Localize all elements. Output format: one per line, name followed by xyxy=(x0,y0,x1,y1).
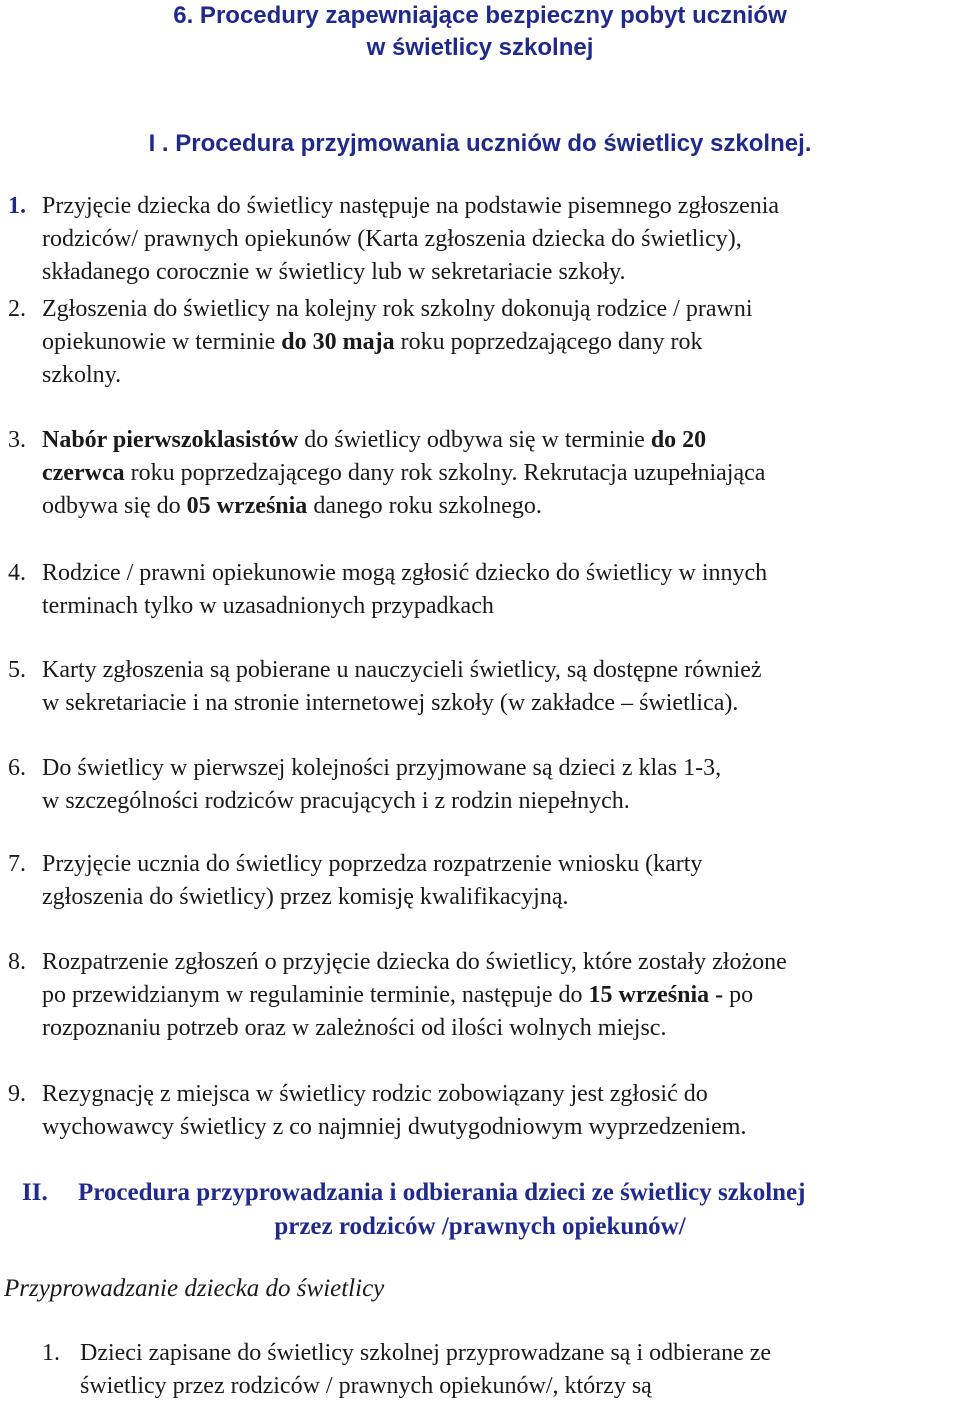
text-run: danego roku szkolnego. xyxy=(307,493,542,519)
section-1-heading: I . Procedura przyjmowania uczniów do świetlicy szkolnej. xyxy=(148,130,812,157)
item-line: rodziców/ prawnych opiekunów (Karta zgłoszenia dziecka do świetlicy), xyxy=(42,226,742,252)
item-text xyxy=(42,654,960,720)
item-line: zgłoszenia do świetlicy) przez komisję kwalifikacyjną. xyxy=(42,884,569,910)
item-line xyxy=(42,326,960,359)
item-number: 9. xyxy=(8,1081,26,1107)
item-line: wychowawcy świetlicy z co najmniej dwutygodniowym wyprzedzeniem. xyxy=(42,1114,747,1140)
deadline-bold: czerwca xyxy=(42,460,125,486)
item-line: terminach tylko w uzasadnionych przypadkach xyxy=(42,593,494,619)
item-text xyxy=(80,1337,960,1403)
item-line: w szczególności rodziców pracujących i z rodzin niepełnych. xyxy=(42,788,630,814)
item-text xyxy=(42,848,960,914)
subheading: Przyprowadzanie dziecka do świetlicy xyxy=(4,1275,385,1302)
item-line: Rodzice / prawni opiekunowie mogą zgłosić dziecko do świetlicy w innych xyxy=(42,560,768,586)
item-line: Rozpatrzenie zgłoszeń o przyjęcie dziecka do świetlicy, które zostały złożone xyxy=(42,949,787,975)
item-line: Do świetlicy w pierwszej kolejności przyjmowane są dzieci z klas 1-3, xyxy=(42,755,722,781)
item-line: szkolny. xyxy=(42,362,122,388)
item-line xyxy=(42,490,960,523)
item-line: Karty zgłoszenia są pobierane u nauczycieli świetlicy, są dostępne również xyxy=(42,657,762,683)
deadline-bold: do 30 maja xyxy=(281,329,395,355)
item-line: Przyjęcie dziecka do świetlicy następuje na podstawie pisemnego zgłoszenia xyxy=(42,193,780,219)
item-line-text: składanego corocznie w świetlicy lub w sekretariacie szkoły. xyxy=(42,259,626,285)
text-run: po przewidzianym w regulaminie terminie, następuje do xyxy=(42,982,589,1008)
text-run: po xyxy=(729,982,754,1008)
section-2-line-2: przez rodziców /prawnych opiekunów/ xyxy=(274,1213,686,1240)
section-2-line-1: Procedura przyprowadzania i odbierania dzieci ze świetlicy szkolnej xyxy=(78,1179,806,1206)
item-number: 1. xyxy=(42,1340,60,1366)
item-text xyxy=(42,190,960,289)
item-text xyxy=(42,752,960,818)
item-text xyxy=(42,946,960,1045)
text-run: odbywa się do xyxy=(42,493,187,519)
item-line: rozpoznaniu potrzeb oraz w zależności od ilości wolnych miejsc. xyxy=(42,1015,667,1041)
item-line: Zgłoszenia do świetlicy na kolejny rok szkolny dokonują rodzice / prawni xyxy=(42,296,753,322)
item-line xyxy=(42,457,960,490)
item-text xyxy=(42,293,960,392)
item-line: Dzieci zapisane do świetlicy szkolnej przyprowadzane są i odbierane ze xyxy=(80,1340,772,1366)
item-number: 1. xyxy=(8,193,26,219)
item-text xyxy=(42,424,960,523)
item-line: w sekretariacie i na stronie internetowej szkoły (w zakładce – świetlica). xyxy=(42,690,739,716)
title-line-1: 6. Procedury zapewniające bezpieczny pobyt uczniów xyxy=(173,2,787,29)
deadline-bold: do 20 xyxy=(650,427,707,453)
item-number: 6. xyxy=(8,755,26,781)
item-line: Rezygnację z miejsca w świetlicy rodzic zobowiązany jest zgłosić do xyxy=(42,1081,708,1107)
item-line xyxy=(42,424,960,457)
item-number: 3. xyxy=(8,427,26,453)
text-run: roku poprzedzającego dany rok szkolny. Rekrutacja uzupełniająca xyxy=(124,460,766,486)
item-number: 7. xyxy=(8,851,26,877)
item-number: 2. xyxy=(8,296,26,322)
item-line xyxy=(42,979,960,1012)
deadline-bold: 05 września xyxy=(186,493,308,519)
deadline-bold: 15 września - xyxy=(588,982,730,1008)
title-line-2: w świetlicy szkolnej xyxy=(366,34,594,61)
item-line: Przyjęcie ucznia do świetlicy poprzedza rozpatrzenie wniosku (karty xyxy=(42,851,703,877)
item-number: 4. xyxy=(8,560,26,586)
item-number: 8. xyxy=(8,949,26,975)
item-line: świetlicy przez rodziców / prawnych opiekunów/, którzy są xyxy=(80,1373,652,1399)
section-2-number: II. xyxy=(22,1179,48,1206)
item-text xyxy=(42,1078,960,1144)
document-title xyxy=(0,0,960,64)
text-run: opiekunowie w terminie xyxy=(42,329,282,355)
item-number: 5. xyxy=(8,657,26,683)
text-run: roku poprzedzającego dany rok xyxy=(394,329,703,355)
item-text xyxy=(42,557,960,623)
text-run: do świetlicy odbywa się w terminie xyxy=(298,427,651,453)
item-line xyxy=(42,256,960,289)
text-bold: Nabór pierwszoklasistów xyxy=(42,427,299,453)
